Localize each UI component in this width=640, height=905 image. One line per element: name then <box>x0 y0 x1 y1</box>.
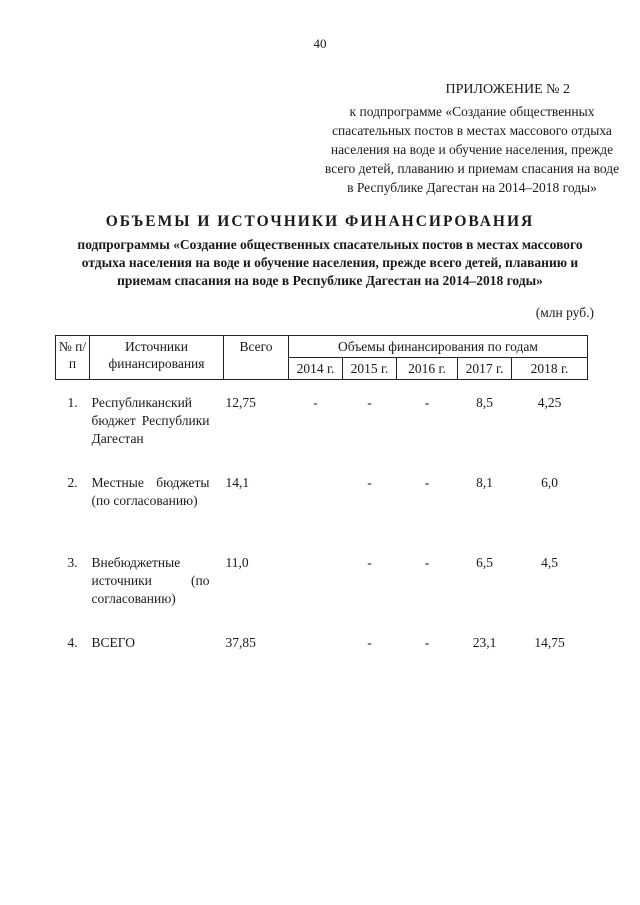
header-year-2018: 2018 г. <box>512 358 588 380</box>
table-row <box>56 634 588 664</box>
row-2016: - <box>424 634 430 650</box>
row-2018: 4,5 <box>541 554 558 570</box>
row-num: 3. <box>67 554 78 570</box>
header-num: № п/п <box>56 336 90 380</box>
header-year-2014: 2014 г. <box>289 358 343 380</box>
appendix-text: к подпрограмме «Создание общественных спасательных постов в местах массового отдыха населения на воде и обучение населения, прежде всего детей, плаванию и приемам спасания на воде в Республике Дагестан на 2014–2018 годы» <box>324 104 620 195</box>
row-2014: - <box>313 394 318 410</box>
row-source: Республиканский бюджет Республики Дагестан <box>91 394 210 446</box>
row-total: 37,85 <box>225 634 256 650</box>
row-2017: 6,5 <box>476 554 493 570</box>
unit-label: (млн руб.) <box>535 305 594 320</box>
row-num: 1. <box>67 394 78 410</box>
table-header-row <box>56 336 588 358</box>
row-2016: - <box>424 554 430 570</box>
header-year-2016: 2016 г. <box>397 358 458 380</box>
header-year-2015: 2015 г. <box>343 358 397 380</box>
header-by-year: Объемы финансирования по годам <box>289 336 588 358</box>
row-2017: 8,1 <box>476 474 493 490</box>
row-source: ВСЕГО <box>91 634 135 650</box>
row-2015: - <box>367 634 372 650</box>
document-subtitle: подпрограммы «Создание общественных спасательных постов в местах массового отдыха населения на воде и обучение населения, прежде всего детей, плаванию и приемам спасания на воде в Республике Дагестан на 2014–2018 годы» <box>77 237 583 288</box>
table-row <box>56 474 588 554</box>
appendix-block <box>322 80 622 197</box>
row-total: 11,0 <box>225 554 249 570</box>
row-2016: - <box>424 394 430 410</box>
table-row <box>56 554 588 634</box>
row-2018: 14,75 <box>534 634 565 650</box>
header-source: Источники финансирования <box>90 336 224 380</box>
row-2015: - <box>367 394 372 410</box>
row-num: 2. <box>67 474 78 490</box>
row-source: Местные бюджеты (по согласованию) <box>91 474 210 508</box>
row-2014 <box>289 634 343 664</box>
row-2015: - <box>367 474 372 490</box>
row-2017: 8,5 <box>476 394 493 410</box>
row-2016: - <box>424 474 430 490</box>
row-2015: - <box>367 554 372 570</box>
row-source: Внебюджетные источники (по согласованию) <box>91 554 210 606</box>
appendix-title: ПРИЛОЖЕНИЕ № 2 <box>445 82 570 97</box>
row-total: 14,1 <box>225 474 250 490</box>
row-2014 <box>289 554 343 634</box>
row-2018: 6,0 <box>541 474 558 490</box>
row-2017: 23,1 <box>472 634 497 650</box>
table-row <box>56 394 588 474</box>
row-num: 4. <box>67 634 78 650</box>
header-total: Всего <box>224 336 289 380</box>
document-title: ОБЪЕМЫ И ИСТОЧНИКИ ФИНАНСИРОВАНИЯ <box>105 213 535 230</box>
row-2014 <box>289 474 343 554</box>
row-2018: 4,25 <box>537 394 562 410</box>
row-total: 12,75 <box>225 394 256 410</box>
page-number: 40 <box>313 36 327 51</box>
header-year-2017: 2017 г. <box>458 358 512 380</box>
financing-table <box>55 335 588 664</box>
